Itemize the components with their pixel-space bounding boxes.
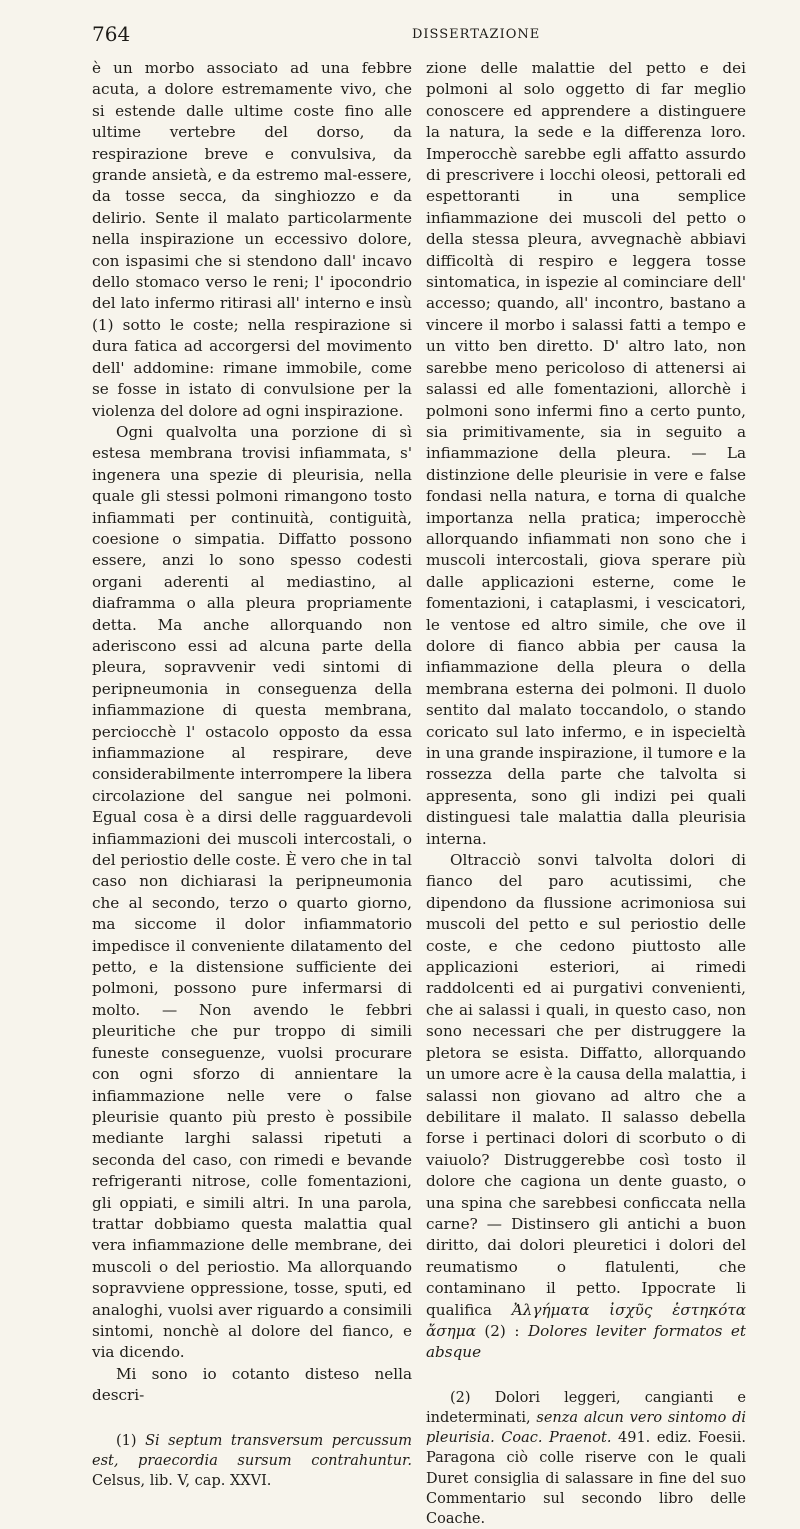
right-paragraph-2 <box>426 850 746 1364</box>
right-column <box>426 58 746 1529</box>
page-header <box>92 22 760 48</box>
page-number: 764 <box>92 22 131 46</box>
left-paragraph-2: Ogni qualvolta una porzione di sì estesa membrana trovisi infiammata, s' ingenera una spezie di pleurisia, nella quale gli stessi polmoni rimangono tosto infiammati per continuità, contiguità, coesione o simpatia. Diffatto possono essere, anzi lo sono spesso codesti organi aderenti al mediastino, al diaframma o alla pleura propriamente detta. Ma anche allorquando non aderiscono essi ad alcuna parte della pleura, sopravvenir vedi sintomi di peripneumonia in conseguenza della infiammazione di questa membrana, perciocchè l' ostacolo opposto da essa infiammazione al respirare, deve considerabilmente interrompere la libera circolazione del sangue nei polmoni. Egual cosa è a dirsi delle ragguardevoli infiammazioni dei muscoli intercostali, o del periostio delle coste. È vero che in tal caso non dichiarasi la peripneumonia che al secondo, terzo o quarto giorno, ma siccome il dolor infiammatorio impedisce il conveniente dilatamento del petto, e la distensione sufficiente dei polmoni, possono pure infermarsi di molto. — Non avendo le febbri pleuritiche che pur troppo di simili funeste conseguenze, vuolsi procurare con ogni sforzo di annientare la infiammazione nelle vere o false pleurisie quanto più presto è possibile mediante larghi salassi ripetuti a seconda del caso, con rimedi e bevande refrigeranti nitrose, colle fomentazioni, gli oppiati, e simili altri. In una parola, trattar dobbiamo questa malattia qual vera infiammazione delle membrane, dei muscoli o del periostio. Ma allorquando sopravviene oppressione, tosse, sputi, ed analoghi, vuolsi aver riguardo a consimili sintomi, nonchè al dolore del fianco, e via dicendo. <box>92 422 412 1362</box>
latin-quote: Dolores leviter formatos et absque <box>426 1321 747 1362</box>
footnote-2-text-2: 491. ediz. Foesii. Paragona ciò colle riserve con le quali Duret consiglia di salassare in fine del suo Commentario sul secondo libro delle Coache. <box>426 1430 747 1527</box>
left-paragraph-3: Mi sono io cotanto disteso nella descri- <box>92 1364 412 1405</box>
footnote-1-source: Celsus, lib. V, cap. XXVI. <box>92 1473 272 1489</box>
footnote-2-italic: senza alcun vero sintomo di pleurisia. Coac. Praenot. <box>426 1409 747 1447</box>
footnote-1-mark: (1) <box>116 1432 137 1449</box>
right-paragraph-2-text: Oltracciò sonvi talvolta dolori di fianco del paro acutissimi, che dipendono da flussione acrimoniosa sui muscoli del petto e sul periostio delle coste, e che cedono piuttosto alle applicazioni esteriori, ai rimedi raddolcenti ed ai purgativi convenienti, che ai salassi i quali, in questo caso, non sono necessari che per distruggere la pletora se esista. Diffatto, allorquando un umore acre è la causa della malattia, i salassi non giovano ad altro che a debilitare il malato. Il salasso debella forse i pertinaci dolori di scorbuto o di vaiuolo? Distruggerebbe così tosto il dolore che cagiona un dente guasto, o una spina che sarebbesi conficcata nella carne? — Distinsero gli antichi a buon diritto, dai dolori pleuretici i dolori del reumatismo o flatulenti, che contaminano il petto. Ippocrate li qualifica <box>426 851 746 1319</box>
footnote-1-quote: Si septum transversum percussum est, praecordia sursum contrahuntur. <box>92 1432 413 1469</box>
left-paragraph-1: è un morbo associato ad una febbre acuta, a dolore estremamente vivo, che si estende dalle ultime coste fino alle ultime vertebre del dorso, da respirazione breve e convulsiva, da grande ansietà, e da estremo mal-essere, da tosse secca, da singhiozzo e da delirio. Sente il malato particolarmente nella inspirazione un eccessivo dolore, con ispasimi che si stendono dall' incavo dello stomaco verso le reni; l' ipocondrio del lato infermo ritirasi all' interno e insù (1) sotto le coste; nella respirazione si dura fatica ad accorgersi del movimento dell' addomine: rimane immobile, come se fosse in istato di convulsione per la violenza del dolore ad ogni inspirazione. <box>92 59 412 420</box>
footnote-2-mark: (2) <box>450 1389 471 1406</box>
running-title: DISSERTAZIONE <box>412 27 541 42</box>
footnote-2-text-1: Dolori leggeri, cangianti e indeterminati, <box>426 1389 746 1426</box>
footnote-1 <box>92 1431 412 1492</box>
footnote-2 <box>426 1388 746 1529</box>
footnote-2-ref: (2) : <box>484 1321 520 1340</box>
right-paragraph-1: zione delle malattie del petto e dei polmoni al solo oggetto di far meglio conoscere ed apprendere a distinguere la natura, la sede e la differenza loro. Imperocchè sarebbe egli affatto assurdo di prescrivere i locchi oleosi, pettorali ed espettoranti in una semplice infiammazione dei muscoli del petto o della stessa pleura, avvegnachè abbiavi difficoltà di respiro e leggera tosse sintomatica, in ispezie al cominciare dell' accesso; quando, all' incontro, bastano a vincere il morbo i salassi fatti a tempo e un vitto ben diretto. D' altro lato, non sarebbe meno pericoloso di attenersi ai salassi ed alle fomentazioni, allorchè i polmoni sono infermi fino a certo punto, sia primitivamente, sia in seguito a infiammazione della pleura. — La distinzione delle pleurisie in vere e false fondasi nella natura, e torna di qualche importanza nella pratica; imperocchè allorquando infiammati non sono che i muscoli intercostali, giova sperare più dalle applicazioni esterne, come le fomentazioni, i cataplasmi, i vescicatori, le ventose ed altro simile, che ove il dolore di fianco abbia per causa la infiammazione della pleura o della membrana esterna dei polmoni. Il duolo sentito dal malato toccandolo, o stando coricato sul lato infermo, e in ispecieltà in una grande inspirazione, il tumore e la rossezza della parte che talvolta si appresenta, sono gli indizi pei quali distinguesi tale malattia dalla pleurisia interna. <box>426 59 746 848</box>
left-column <box>92 58 412 1491</box>
greek-quote: Ἀλγήματα ἰσχῦς ἑστηκότα ἄσημα <box>426 1300 746 1340</box>
